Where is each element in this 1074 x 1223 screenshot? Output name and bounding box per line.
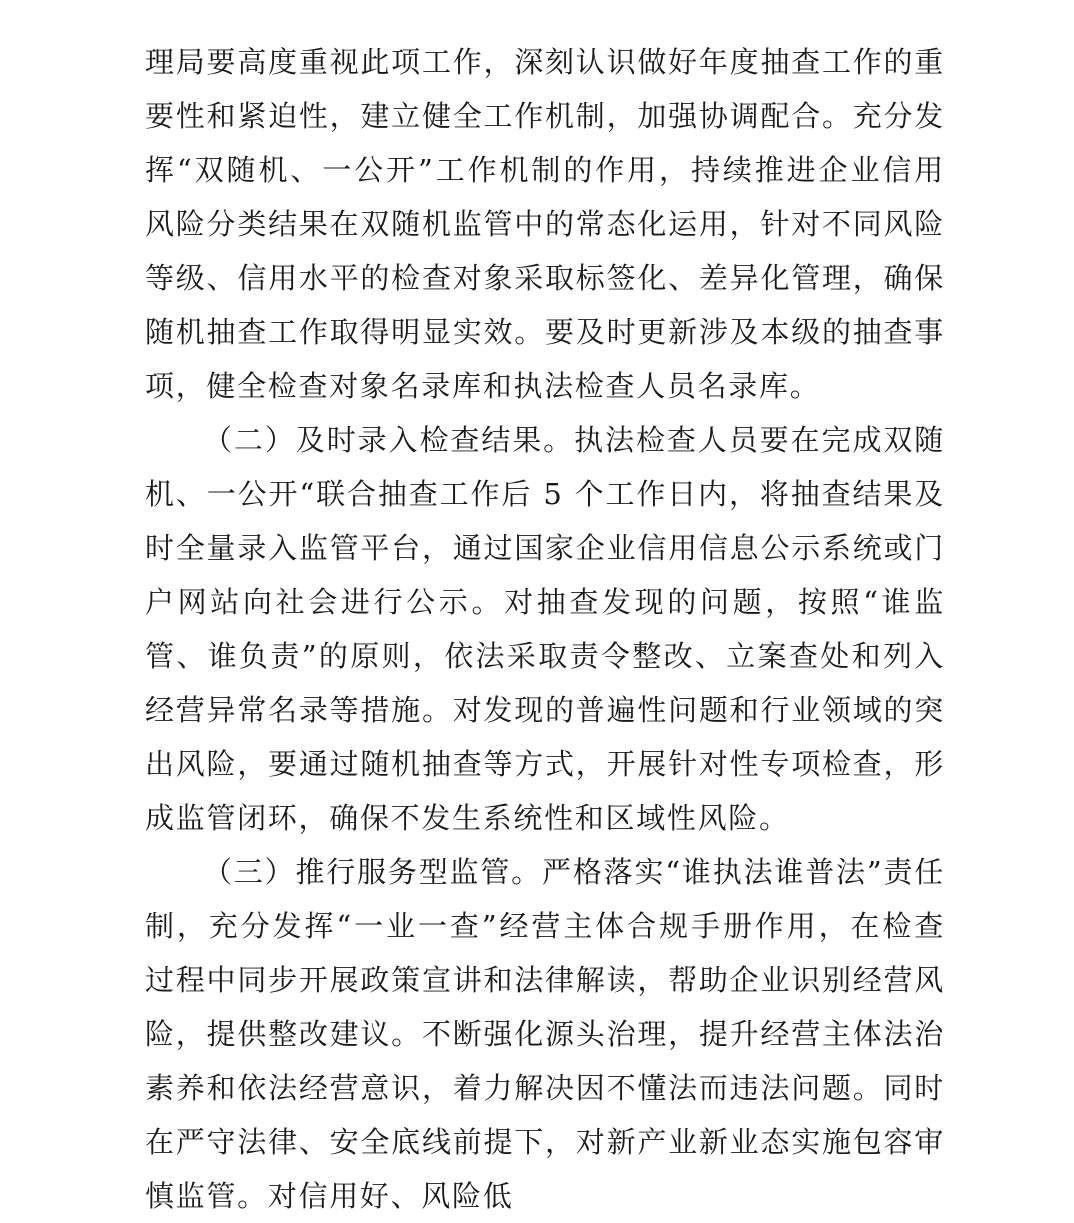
document-body [145,35,945,1223]
paragraph-2-heading: （二）及时录入检查结果。 [203,423,575,457]
paragraph-1 [145,35,945,413]
paragraph-2-text: 执法检查人员要在完成双随机、一公开“联合抽查工作后 5 个工作日内，将抽查结果及时全量录入监管平台，通过国家企业信用信息公示系统或门户网站向社会进行公示。对抽查发现的问题，按照“谁监管、谁负责”的原则，依法采取责令整改、立案查处和列入经营异常名录等措施。对发现的普遍性问题和行业领域的突出风险，要通过随机抽查等方式，开展针对性专项检查，形成监管闭环，确保不发生系统性和区域性风险。 [145,423,945,835]
paragraph-2 [145,413,945,845]
paragraph-3-text: 严格落实“谁执法谁普法”责任制，充分发挥“一业一查”经营主体合规手册作用，在检查过程中同步开展政策宣讲和法律解读，帮助企业识别经营风险，提供整改建议。不断强化源头治理，提升经营主体法治素养和依法经营意识，着力解决因不懂法而违法问题。同时在严守法律、安全底线前提下，对新产业新业态实施包容审慎监管。对信用好、风险低 [145,855,946,1213]
paragraph-1-text: 理局要高度重视此项工作，深刻认识做好年度抽查工作的重要性和紧迫性，建立健全工作机制，加强协调配合。充分发挥“双随机、一公开”工作机制的作用，持续推进企业信用风险分类结果在双随机监管中的常态化运用，针对不同风险等级、信用水平的检查对象采取标签化、差异化管理，确保随机抽查工作取得明显实效。要及时更新涉及本级的抽查事项，健全检查对象名录库和执法检查人员名录库。 [145,45,945,403]
paragraph-3 [145,845,945,1223]
paragraph-3-heading: （三）推行服务型监管。 [203,855,543,889]
